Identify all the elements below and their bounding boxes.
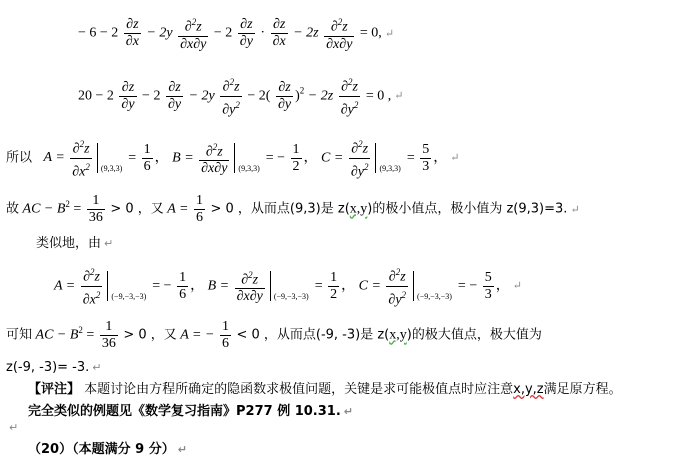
denominator: ∂y: [239, 33, 253, 49]
numerator: 1: [196, 193, 203, 208]
B-label: B =: [172, 150, 194, 166]
fraction: [142, 142, 153, 175]
A-label: A =: [167, 201, 189, 217]
eval-bar: [234, 143, 235, 173]
comment-tag: 【评注】: [28, 382, 81, 397]
text: z(-9, -3)= -3.: [6, 360, 90, 375]
numerator: 1: [143, 141, 151, 157]
numerator: ∂z: [238, 17, 255, 34]
denominator: 3: [422, 158, 430, 174]
numerator: ∂$^2$z: [199, 139, 229, 162]
denominator: $\partial y^2$: [388, 289, 407, 308]
eval-point: (9,3,3): [379, 164, 401, 174]
fraction: [386, 264, 408, 308]
fraction: [124, 17, 141, 50]
eq1-part: ·: [260, 25, 266, 41]
denominator: $\partial y^2$: [350, 161, 369, 180]
fraction: [81, 264, 103, 308]
denominator: 2: [330, 286, 338, 302]
A-label: A =: [43, 150, 65, 166]
fraction: [235, 267, 265, 306]
eq1-part: − 2z: [293, 25, 319, 41]
fraction: [178, 14, 208, 53]
text: 类似地，由: [36, 236, 102, 251]
reference-line: [28, 400, 353, 419]
separator: ，: [303, 150, 318, 166]
eq2-tail: = 0 ,: [365, 88, 392, 104]
numerator: ∂$^2$z: [235, 267, 265, 290]
denominator: 6: [196, 210, 203, 225]
A-label: A =: [54, 278, 76, 294]
numerator: ∂$^2$z: [81, 264, 103, 287]
fraction: [276, 80, 293, 113]
numerator: 1: [179, 269, 187, 285]
C-label: C =: [321, 150, 344, 166]
paragraph-mark: ↵: [450, 152, 460, 165]
denominator: ∂y: [167, 96, 182, 112]
eq1-part: − 2: [213, 25, 233, 41]
text: > 0 ，从而点(9,3)是 z(: [210, 201, 350, 217]
fraction: [238, 17, 255, 50]
fraction: [339, 74, 361, 118]
fraction: [70, 136, 92, 180]
denominator: 6: [179, 286, 187, 302]
numerator: 1: [221, 319, 229, 334]
denominator: ∂x: [125, 33, 139, 49]
question-heading: [28, 438, 187, 457]
fraction: [324, 14, 354, 53]
eval-point: (−9,−3,−3): [273, 292, 309, 302]
denominator: 36: [88, 210, 103, 225]
maximum-conclusion: 可知 AC − $B^2$ = $\frac{1}{36}$ > 0 ，又 A = − $\frac{1}{6}$ < 0 ，从而点(-9, -3)是 z(x,y)的极大值点，极大值为: [6, 319, 542, 351]
numerator: ∂$^2$z: [178, 14, 208, 37]
second-derivatives-line: 所以 A = $\frac{\partial^2z}{\partial x^2}$ $_{(9,3,3)}$= $\frac{1}{6}$ ， B = $\frac{\partial^2z}{\partial x\partial y}$ $_{(9,3,3)}$= − $\frac{1}{2}$ ， C = $\frac{\partial^2z}{\partial y^2}$ $_{(9,3,3)}$= $\frac{5}{3}$ ， ↵: [6, 136, 459, 180]
equation-2: [78, 74, 403, 118]
eval-bar: [375, 143, 376, 173]
denominator: ∂x∂y: [201, 161, 228, 177]
fraction: [194, 193, 205, 226]
numerator: ∂$^2$z: [220, 74, 242, 97]
text: 完全类似的例题见《数学复习指南》P277 例 10.31.: [28, 404, 341, 419]
eq1-tail: = 0,: [359, 25, 382, 41]
fraction: [271, 17, 288, 50]
fraction: [119, 80, 136, 113]
separator: ，: [154, 150, 169, 166]
paragraph-mark: ↵: [343, 405, 353, 418]
paragraph-mark: ↵: [9, 421, 19, 434]
numerator: ∂z: [124, 17, 141, 34]
paragraph-mark: ↵: [92, 361, 102, 374]
fraction: [220, 319, 231, 352]
text: 可知: [6, 327, 33, 343]
eval-bar: [413, 271, 414, 301]
fraction: [483, 270, 494, 303]
variable-xy: x,y: [349, 201, 368, 217]
numerator: 1: [87, 193, 105, 210]
text: 故: [6, 201, 20, 217]
fraction: [349, 136, 371, 180]
comment-text: 满足原方程。: [543, 382, 622, 397]
comment-line: [28, 378, 622, 397]
variable-xyz: x,y,z: [513, 382, 544, 397]
fraction: [177, 270, 188, 303]
paragraph-mark: ↵: [512, 280, 522, 293]
fraction: [87, 193, 105, 226]
fraction: [328, 270, 339, 303]
denominator: 6: [221, 336, 229, 351]
fraction: [199, 139, 229, 178]
numerator: 1: [330, 269, 338, 285]
numerator: ∂$^2$z: [386, 264, 408, 287]
text: < 0 ，从而点(-9, -3)是 z(: [236, 327, 390, 343]
text: )的极小值点，极小值为 z(9,3)=3.: [367, 201, 568, 217]
paragraph-mark: ↵: [177, 443, 187, 456]
paragraph-mark: ↵: [104, 237, 114, 250]
denominator: ∂x∂y: [236, 289, 263, 305]
exponent: 2: [299, 85, 305, 96]
B-label: B =: [207, 278, 230, 294]
text: （20）（本题满分 9 分）: [28, 442, 175, 457]
denominator: ∂y: [277, 96, 292, 112]
A-label: A = −: [180, 327, 215, 343]
denominator: ∂y: [121, 96, 135, 112]
denominator: ∂x∂y: [326, 36, 353, 52]
numerator: 1: [100, 319, 118, 336]
fraction: [166, 80, 183, 113]
eval-bar: [97, 143, 98, 173]
denominator: $\partial y^2$: [222, 99, 240, 118]
fraction: [420, 142, 431, 175]
separator: ，: [433, 150, 448, 166]
similarly-line: [36, 232, 113, 251]
denominator: $\partial x^2$: [82, 289, 101, 308]
eq1-part: − 2y: [146, 25, 173, 41]
eval-point: (−9,−3,−3): [417, 292, 452, 302]
second-derivatives-line-2: A = $\frac{\partial^2z}{\partial x^2}$ $_{(-9,-3,-3)}$= − $\frac{1}{6}$ ， B = $\frac{\partial^2z}{\partial x\partial y}$ $_{(-9,-3,-3)}$= $\frac{1}{2}$ ， C = $\frac{\partial^2z}{\partial y^2}$ $_{(-9,-3,-3)}$= − $\frac{5}{3}$ ， ↵: [54, 264, 522, 308]
text: > 0 ，又: [123, 327, 177, 343]
discriminant: AC − B: [35, 327, 79, 343]
numerator: 5: [484, 269, 492, 285]
numerator: 1: [292, 141, 300, 157]
comment-text: 本题讨论由方程所确定的隐函数求极值问题，关键是求可能极值点时应注意: [80, 382, 514, 397]
eq2-part: − 2(: [247, 88, 271, 104]
eval-bar: [107, 271, 108, 301]
discriminant: AC − B: [22, 201, 66, 217]
equation-1: [78, 14, 394, 53]
numerator: ∂z: [166, 80, 183, 97]
eq2-part: − 2: [142, 88, 161, 104]
text: > 0 ，又: [110, 201, 164, 217]
fraction: [291, 142, 302, 175]
eq2-part: − 2z: [307, 88, 334, 104]
text: )的极大值点，极大值为: [406, 327, 542, 343]
eq2-part: 20 − 2: [78, 88, 114, 104]
fraction: [100, 319, 118, 352]
denominator: 3: [484, 286, 492, 302]
eq1-part: − 6 − 2: [78, 25, 119, 41]
numerator: ∂z: [271, 17, 288, 34]
so-label: 所以: [6, 150, 33, 166]
minus-sign: −: [277, 150, 286, 166]
numerator: ∂z: [119, 80, 136, 97]
fraction: [220, 74, 242, 118]
eval-point: (9,3,3): [100, 164, 123, 174]
minimum-conclusion: 故 AC − $B^2$ = $\frac{1}{36}$ > 0 ，又 A = $\frac{1}{6}$ > 0 ，从而点(9,3)是 z(x,y)的极小值点，极小值为 z(9,3)=3. ↵: [6, 193, 580, 225]
numerator: ∂$^2$z: [324, 14, 354, 37]
numerator: ∂z: [276, 80, 293, 97]
maximum-value-line: [6, 360, 102, 375]
eval-point: (9,3,3): [238, 164, 260, 174]
paragraph-mark: ↵: [570, 203, 580, 216]
variable-xy: x,y: [389, 327, 407, 343]
eval-bar: [270, 271, 271, 301]
denominator: $\partial x^2$: [72, 161, 90, 180]
C-label: C =: [358, 278, 381, 294]
numerator: ∂$^2$z: [339, 74, 361, 97]
denominator: $\partial y^2$: [340, 99, 359, 118]
denominator: 2: [292, 158, 300, 174]
empty-line: [6, 420, 18, 435]
denominator: 6: [143, 158, 151, 174]
numerator: 5: [422, 141, 430, 157]
eq2-part: ): [295, 88, 300, 104]
denominator: 36: [101, 336, 116, 351]
paragraph-mark: ↵: [384, 27, 395, 40]
numerator: ∂$^2$z: [349, 136, 371, 159]
eq2-part: − 2y: [188, 88, 215, 104]
denominator: ∂x: [272, 33, 286, 49]
denominator: ∂x∂y: [180, 36, 207, 52]
eval-point: (−9,−3,−3): [111, 292, 147, 302]
numerator: ∂$^2$z: [70, 136, 92, 159]
paragraph-mark: ↵: [394, 90, 404, 103]
